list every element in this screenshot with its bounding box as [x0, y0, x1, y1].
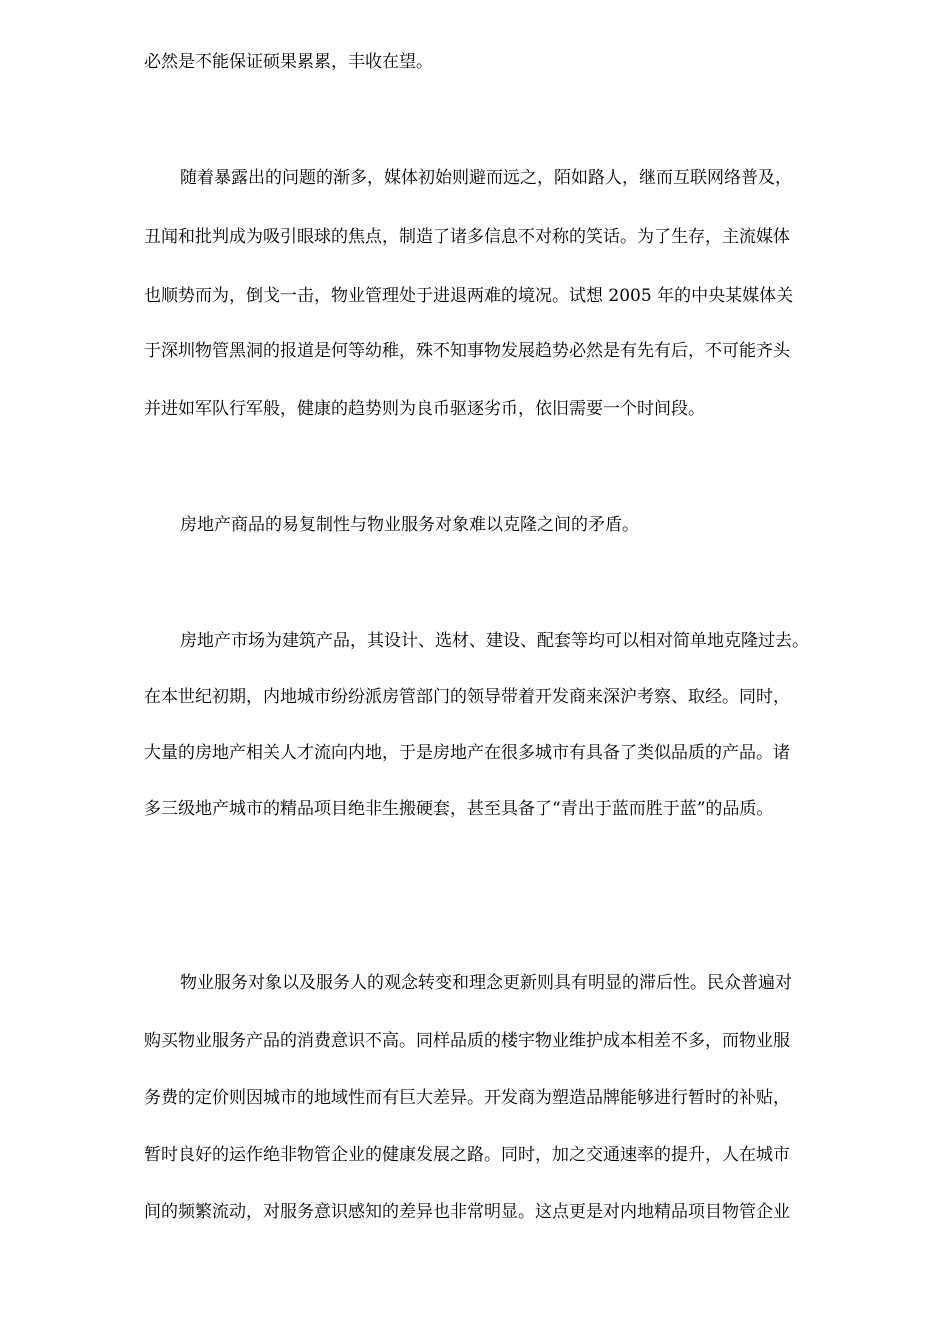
- paragraph-5-line-3: 务费的定价则因城市的地域性而有巨大差异。开发商为塑造品牌能够进行暂时的补贴，: [144, 1088, 790, 1108]
- paragraph-5-line-4: 暂时良好的运作绝非物管企业的健康发展之路。同时，加之交通速率的提升，人在城市: [144, 1145, 790, 1165]
- paragraph-4-line-4: 多三级地产城市的精品项目绝非生搬硬套，甚至具备了“青出于蓝而胜于蓝”的品质。: [144, 799, 774, 819]
- paragraph-2-line-2: 丑闻和批判成为吸引眼球的焦点，制造了诸多信息不对称的笑话。为了生存，主流媒体: [144, 227, 790, 247]
- paragraph-2-line-1: 随着暴露出的问题的渐多，媒体初始则避而远之，陌如路人，继而互联网络普及，: [180, 168, 792, 188]
- paragraph-3-line-1: 房地产商品的易复制性与物业服务对象难以克隆之间的矛盾。: [180, 515, 639, 535]
- paragraph-5-line-2: 购买物业服务产品的消费意识不高。同样品质的楼宇物业维护成本相差不多，而物业服: [144, 1031, 790, 1051]
- paragraph-1-line-1: 必然是不能保证硕果累累，丰收在望。: [144, 52, 433, 72]
- paragraph-4-line-2: 在本世纪初期，内地城市纷纷派房管部门的领导带着开发商来深沪考察、取经。同时，: [144, 687, 790, 707]
- paragraph-5-line-5: 间的频繁流动，对服务意识感知的差异也非常明显。这点更是对内地精品项目物管企业: [144, 1202, 790, 1222]
- paragraph-2-line-5: 并进如军队行军般，健康的趋势则为良币驱逐劣币，依旧需要一个时间段。: [144, 399, 705, 419]
- paragraph-2-line-4: 于深圳物管黑洞的报道是何等幼稚，殊不知事物发展趋势必然是有先有后，不可能齐头: [144, 341, 790, 361]
- paragraph-4-line-1: 房地产市场为建筑产品，其设计、选材、建设、配套等均可以相对简单地克隆过去。: [180, 631, 809, 651]
- paragraph-5-line-1: 物业服务对象以及服务人的观念转变和理念更新则具有明显的滞后性。民众普遍对: [180, 973, 792, 993]
- paragraph-4-line-3: 大量的房地产相关人才流向内地，于是房地产在很多城市有具备了类似品质的产品。诸: [144, 743, 790, 763]
- paragraph-2-line-3: 也顺势而为，倒戈一击，物业管理处于进退两难的境况。试想 2005 年的中央某媒体关: [144, 286, 794, 306]
